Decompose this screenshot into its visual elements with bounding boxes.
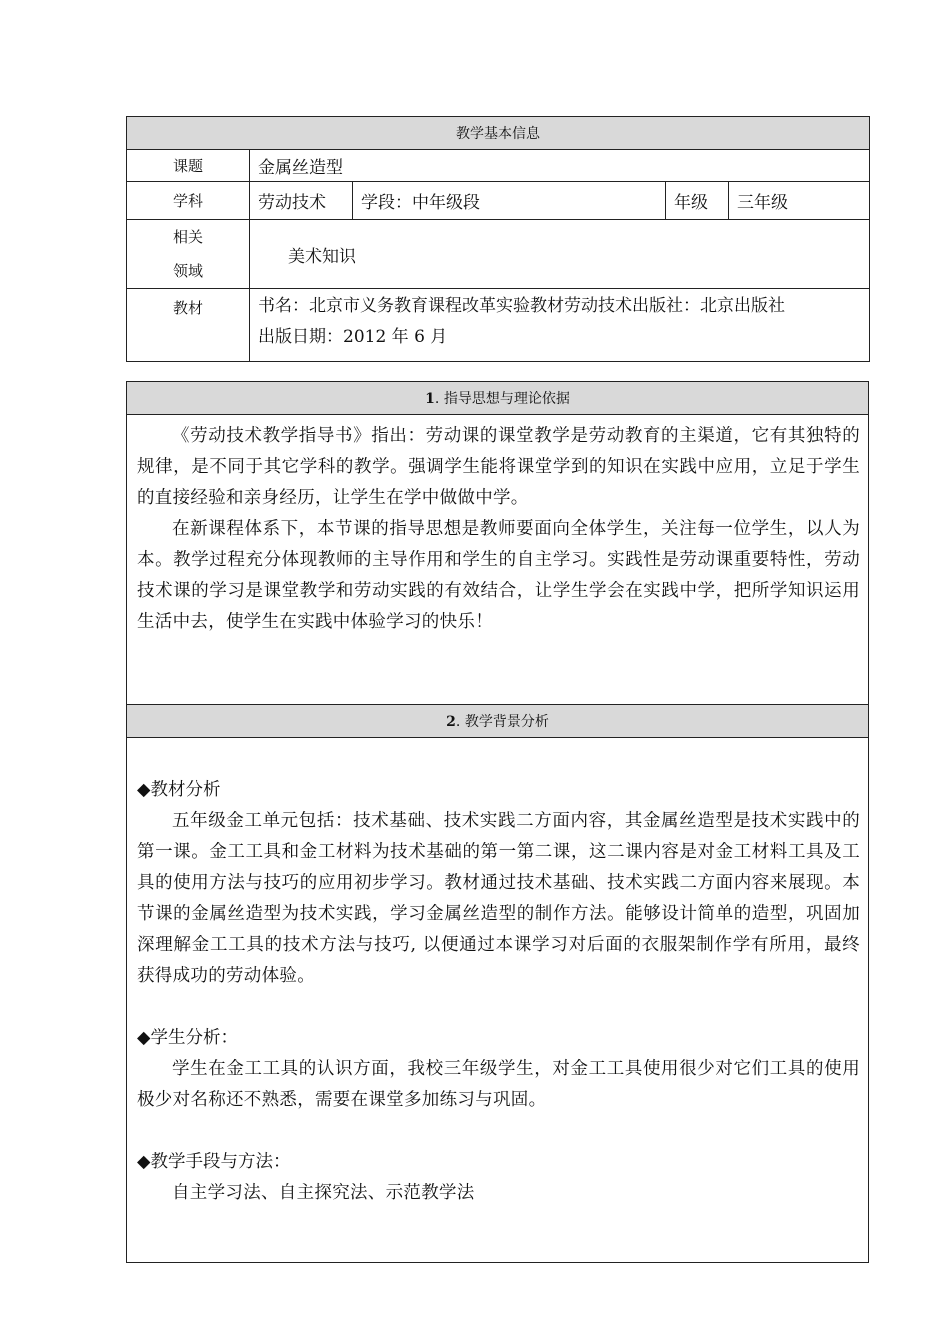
material-line2: 出版日期：2012 年 6 月 [258,327,448,347]
section2-title: . 教学背景分析 [455,714,549,730]
teaching-method-text: 自主学习法、自主探究法、示范教学法 [172,1183,475,1203]
field-label-line2: 领域 [172,262,203,280]
section1-paragraph-1: 《劳动技术教学指导书》指出：劳动课的课堂教学是劳动教育的主渠道，它有其独特的规律，是不同于其它学科的教学。强调学生能将课堂学到的知识在实践中应用，立足于学生的直接经验和亲身经历，让学生在学中做做中学。 [137,426,860,508]
section2-body [127,738,869,1263]
content-table [126,381,869,1263]
material-line1: 书名：北京市义务教育课程改革实验教材劳动技术出版社：北京出版社 [258,296,785,316]
section2-number: 2 [446,714,456,730]
basic-info-header: 教学基本信息 [127,117,870,150]
material-value [250,289,870,362]
topic-value: 金属丝造型 [250,150,870,182]
section1-header [127,382,869,415]
grade-label: 年级 [666,182,729,220]
section1-paragraph-2: 在新课程体系下，本节课的指导思想是教师要面向全体学生，关注每一位学生，以人为本。教学过程充分体现教师的主导作用和学生的自主学习。实践性是劳动课重要特性，劳动技术课的学习是课堂教学和劳动实践的有效结合，让学生学会在实践中学，把所学知识运用生活中去，使学生在实践中体验学习的快乐！ [137,519,860,632]
field-value: 美术知识 [250,220,870,289]
section1-body [127,415,869,705]
teaching-method-heading: ◆教学手段与方法： [137,1152,291,1172]
subject-label: 学科 [127,182,250,220]
material-label: 教材 [127,289,250,362]
textbook-analysis-heading: ◆教材分析 [137,780,221,800]
topic-label: 课题 [127,150,250,182]
stage-value: 学段：中年级段 [353,182,666,220]
section1-title: . 指导思想与理论依据 [434,391,570,407]
grade-value: 三年级 [729,182,870,220]
field-label [127,220,250,289]
section1-number: 1 [425,391,435,407]
textbook-analysis-text: 五年级金工单元包括：技术基础、技术实践二方面内容，其金属丝造型是技术实践中的第一课。金工工具和金工材料为技术基础的第一第二课，这二课内容是对金工材料工具及工具的使用方法与技巧的应用初步学习。教材通过技术基础、技术实践二方面内容来展现。本节课的金属丝造型为技术实践，学习金属丝造型的制作方法。能够设计简单的造型，巩固加深理解金工工具的技术方法与技巧, 以便通过本课学习对后面的衣服架制作学有所用，最终获得成功的劳动体验。 [137,811,860,986]
field-label-line1: 相关 [172,228,203,246]
student-analysis-heading: ◆学生分析： [137,1028,238,1048]
subject-value: 劳动技术 [250,182,353,220]
student-analysis-text: 学生在金工工具的认识方面，我校三年级学生，对金工工具使用很少对它们工具的使用极少对名称还不熟悉，需要在课堂多加练习与巩固。 [137,1059,860,1110]
basic-info-table [126,116,870,362]
section2-header [127,705,869,738]
